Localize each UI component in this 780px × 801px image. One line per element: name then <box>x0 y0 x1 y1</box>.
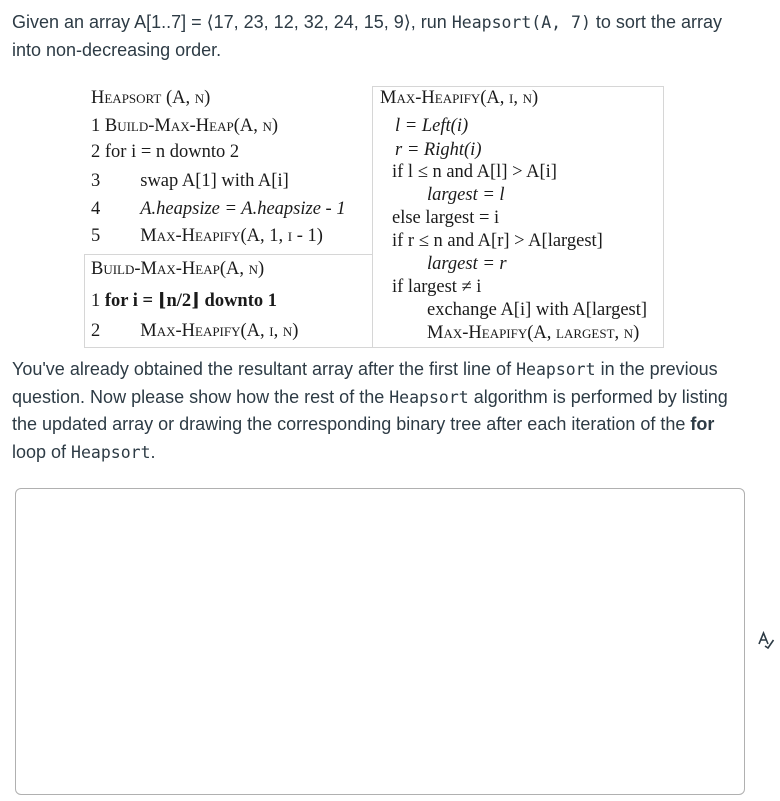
heapsort-line-1: 1 Build-Max-Heap(A, n) <box>91 116 279 136</box>
max-heapify-line-5: else largest = i <box>392 208 500 228</box>
followup-text-d: loop of <box>12 441 72 462</box>
followup-text-b: in the previous question. Now please show how the rest of the <box>12 359 718 407</box>
followup-code-3: Heapsort <box>71 442 151 462</box>
followup-code-1: Heapsort <box>516 360 596 379</box>
max-heapify-line-9: exchange A[i] with A[largest] <box>427 300 648 320</box>
build-max-heap-header: Build-Max-Heap(A, n) <box>91 259 265 279</box>
spellcheck-icon[interactable] <box>757 631 775 649</box>
question-followup <box>12 356 752 466</box>
followup-text-e: . <box>150 441 156 462</box>
max-heapify-header: Max-Heapify(A, i, n) <box>380 88 539 108</box>
followup-bold-for: for <box>690 414 715 434</box>
heapsort-line-3: 3 swap A[1] with A[i] <box>91 171 289 191</box>
heapsort-header: Heapsort (A, n) <box>91 88 211 108</box>
heapsort-line-4: 4 A.heapsize = A.heapsize - 1 <box>91 199 346 219</box>
max-heapify-line-7: largest = r <box>427 254 507 274</box>
answer-textarea[interactable] <box>15 488 745 795</box>
build-max-heap-line-1: 1 for i = ⌊n/2⌋ downto 1 <box>91 291 278 311</box>
max-heapify-line-4: largest = l <box>427 185 505 205</box>
max-heapify-line-3: if l ≤ n and A[l] > A[i] <box>392 162 557 182</box>
max-heapify-line-8: if largest ≠ i <box>392 277 482 297</box>
max-heapify-line-1: l = Left(i) <box>395 116 469 136</box>
max-heapify-line-10: Max-Heapify(A, largest, n) <box>427 323 640 343</box>
intro-text-b: to sort the array into non-decreasing order. <box>12 12 722 60</box>
max-heapify-line-6: if r ≤ n and A[r] > A[largest] <box>392 231 603 251</box>
intro-code: Heapsort(A, 7) <box>451 13 591 32</box>
intro-text-a: Given an array A[1..7] = ⟨17, 23, 12, 32, 24, 15, 9⟩, run <box>12 12 452 32</box>
heapsort-line-5: 5 Max-Heapify(A, 1, i - 1) <box>91 226 323 246</box>
followup-code-2: Heapsort <box>389 387 469 407</box>
heapsort-line-2: 2 for i = n downto 2 <box>91 142 240 162</box>
max-heapify-line-2: r = Right(i) <box>395 140 482 160</box>
pseudocode-figure <box>0 0 780 360</box>
followup-text-c: algorithm is performed by listing the updated array or drawing the corresponding binary tree after each iteration of the <box>12 386 728 434</box>
build-max-heap-line-2: 2 Max-Heapify(A, i, n) <box>91 321 299 341</box>
followup-text-a: You've already obtained the resultant array after the first line of <box>12 359 517 379</box>
